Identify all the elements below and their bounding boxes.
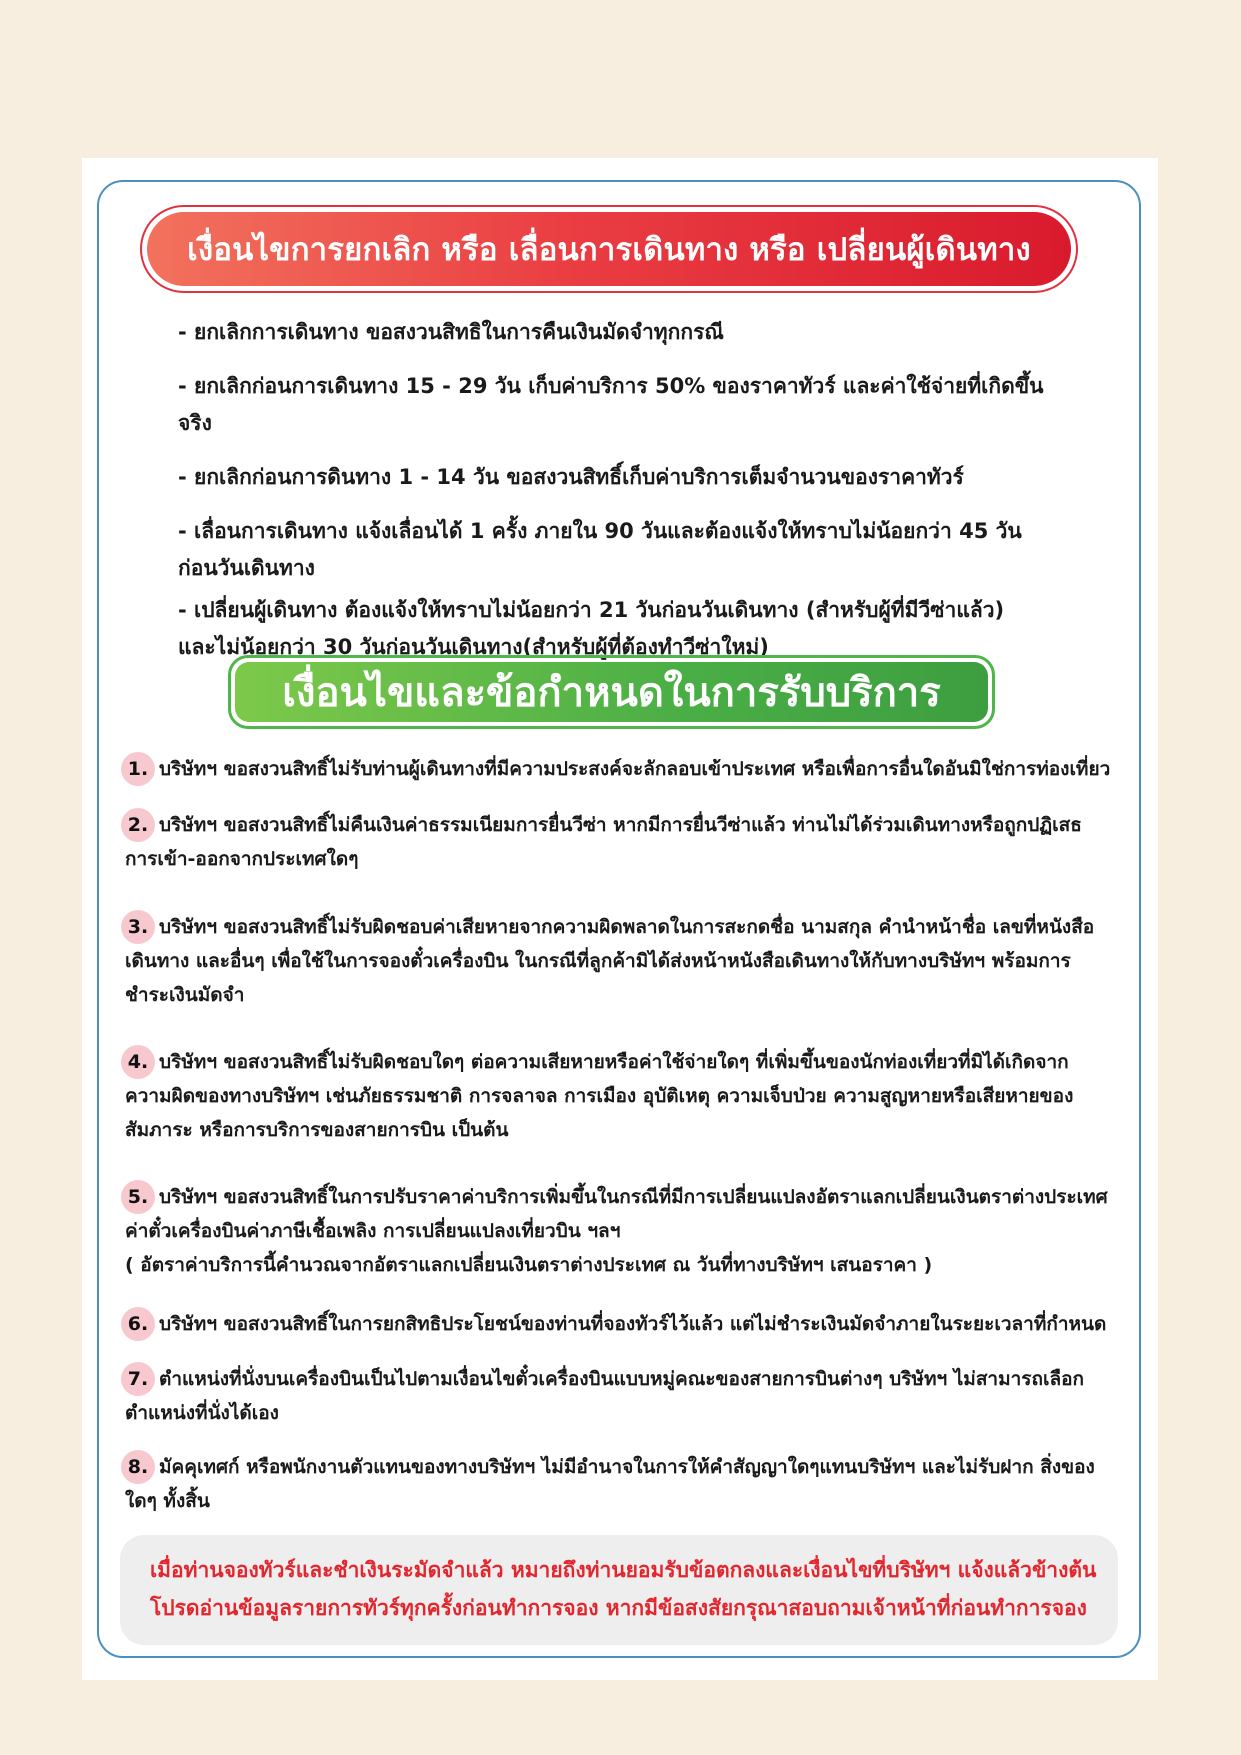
term-text: บริษัทฯ ขอสงวนสิทธิ์ไม่คืนเงินค่าธรรมเนียมการยื่นวีซ่า หากมีการยื่นวีซ่าแล้ว ท่านไม่ได้ร่วมเดินทางหรือถูกปฏิเสธ การเข้า-ออกจากประเทศใดๆ xyxy=(125,814,1082,870)
cancellation-item: - เปลี่ยนผู้เดินทาง ต้องแจ้งให้ทราบไม่น้อยกว่า 21 วันก่อนวันเดินทาง (สำหรับผู้ที่มีวีซ่าแล้ว) และไม่น้อยกว่า 30 วันก่อนวันเดินทาง(สำหรับผู้ที่ต้องทำวีซ่าใหม่) xyxy=(178,598,1005,659)
term-item xyxy=(125,910,1115,1012)
booking-notice xyxy=(120,1535,1118,1645)
term-item xyxy=(125,808,1115,876)
term-text: บริษัทฯ ขอสงวนสิทธิ์ไม่รับท่านผู้เดินทางที่มีความประสงค์จะลักลอบเข้าประเทศ หรือเพื่อการอื่นใดอันมิใช่การท่องเที่ยว xyxy=(159,758,1111,780)
term-number-badge: 2. xyxy=(121,808,155,842)
terms-title-banner xyxy=(228,655,995,729)
notice-line: เมื่อท่านจองทัวร์และชำเงินระมัดจำแล้ว หมายถึงท่านยอมรับข้อตกลงและเงื่อนไขที่บริษัทฯ แจ้งแล้วข้างต้น xyxy=(150,1558,1097,1582)
cancellation-item: - เลื่อนการเดินทาง แจ้งเลื่อนได้ 1 ครั้ง ภายใน 90 วันและต้องแจ้งให้ทราบไม่น้อยกว่า 45 วัน ก่อนวันเดินทาง xyxy=(178,519,1022,580)
cancellation-item: - ยกเลิกการเดินทาง ขอสงวนสิทธิในการคืนเงินมัดจำทุกกรณี xyxy=(178,320,724,344)
cancellation-list xyxy=(178,314,1058,671)
term-item xyxy=(125,1307,1115,1341)
cancellation-item: - ยกเลิกก่อนการดินทาง 1 - 14 วัน ขอสงวนสิทธิ์เก็บค่าบริการเต็มจำนวนของราคาทัวร์ xyxy=(178,465,964,489)
term-note: ( อัตราค่าบริการนี้คำนวณจากอัตราแลกเปลี่ยนเงินตราต่างประเทศ ณ วันที่ทางบริษัทฯ เสนอราคา ) xyxy=(125,1254,933,1276)
term-number-badge: 5. xyxy=(121,1180,155,1214)
term-number-badge: 4. xyxy=(121,1045,155,1079)
term-item xyxy=(125,1362,1115,1430)
term-number-badge: 8. xyxy=(121,1450,155,1484)
term-text: มัคคุเทศก์ หรือพนักงานตัวแทนของทางบริษัทฯ ไม่มีอำนาจในการให้คำสัญญาใดๆแทนบริษัทฯ และไม่รับฝาก สิ่งของใดๆ ทั้งสิ้น xyxy=(125,1456,1095,1512)
term-text: บริษัทฯ ขอสงวนสิทธิ์ไม่รับผิดชอบค่าเสียหายจากความผิดพลาดในการสะกดชื่อ นามสกุล คำนำหน้าชื่อ เลขที่หนังสือ เดินทาง และอื่นๆ เพื่อใช้ในการจองตั๋วเครื่องบิน ในกรณีที่ลูกค้ามิได้ส่งหน้าหนังสือเดินทางให้กับทางบริษัทฯ พร้อมการ ชำระเงินมัดจำ xyxy=(125,916,1095,1006)
term-text: บริษัทฯ ขอสงวนสิทธิ์ไม่รับผิดชอบใดๆ ต่อความเสียหายหรือค่าใช้จ่ายใดๆ ที่เพิ่มขึ้นของนักท่องเที่ยวที่มิได้เกิดจาก ความผิดของทางบริษัทฯ เช่นภัยธรรมชาติ การจลาจล การเมือง อุบัติเหตุ ความเจ็บป่วย ความสูญหายหรือเสียหายของ สัมภาระ หรือการบริการของสายการบิน เป็นต้น xyxy=(125,1051,1074,1141)
term-item xyxy=(125,1045,1115,1147)
cancellation-item: - ยกเลิกก่อนการเดินทาง 15 - 29 วัน เก็บค่าบริการ 50% ของราคาทัวร์ และค่าใช้จ่ายที่เกิดขึ้นจริง xyxy=(178,374,1044,435)
term-item xyxy=(125,752,1115,786)
notice-line: โปรดอ่านข้อมูลรายการทัวร์ทุกครั้งก่อนทำการจอง หากมีข้อสงสัยกรุณาสอบถามเจ้าหน้าที่ก่อนทำการจอง xyxy=(150,1596,1087,1620)
cancellation-title-banner xyxy=(140,205,1078,293)
term-number-badge: 1. xyxy=(121,752,155,786)
term-number-badge: 3. xyxy=(121,910,155,944)
cancellation-title: เงื่อนไขการยกเลิก หรือ เลื่อนการเดินทาง หรือ เปลี่ยนผู้เดินทาง xyxy=(147,212,1071,286)
term-item xyxy=(125,1180,1115,1282)
term-number-badge: 7. xyxy=(121,1362,155,1396)
term-text: ตำแหน่งที่นั่งบนเครื่องบินเป็นไปตามเงื่อนไขตั๋วเครื่องบินแบบหมู่คณะของสายการบินต่างๆ บริษัทฯ ไม่สามารถเลือก ตำแหน่งที่นั่งได้เอง xyxy=(125,1368,1085,1424)
term-number-badge: 6. xyxy=(121,1307,155,1341)
term-item xyxy=(125,1450,1115,1518)
term-text: บริษัทฯ ขอสงวนสิทธิ์ในการปรับราคาค่าบริการเพิ่มขึ้นในกรณีที่มีการเปลี่ยนแปลงอัตราแลกเปลี่ยนเงินตราต่างประเทศ ค่าตั๋วเครื่องบินค่าภาษีเชื้อเพลิง การเปลี่ยนแปลงเที่ยวบิน ฯลฯ xyxy=(125,1186,1108,1242)
term-text: บริษัทฯ ขอสงวนสิทธิ์ในการยกสิทธิประโยชน์ของท่านที่จองทัวร์ไว้แล้ว แต่ไม่ชำระเงินมัดจำภายในระยะเวลาที่กำหนด xyxy=(159,1313,1107,1335)
terms-title: เงื่อนไขและข้อกำหนดในการรับบริการ xyxy=(235,662,988,722)
